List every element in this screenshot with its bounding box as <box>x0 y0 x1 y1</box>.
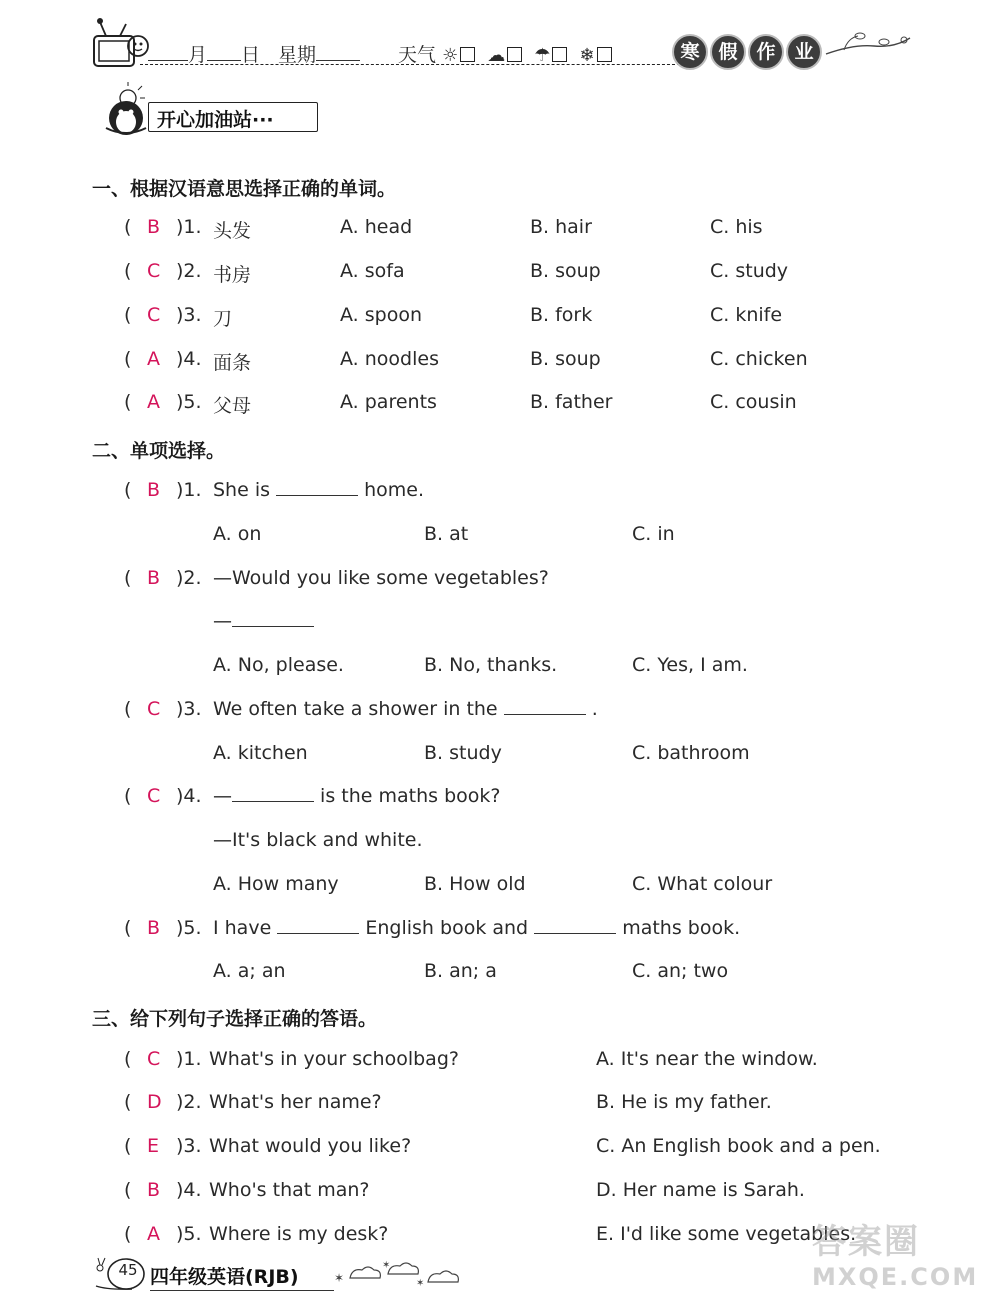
book-label-box <box>150 1262 330 1288</box>
answer-blank[interactable] <box>276 481 358 496</box>
question-text: English book and <box>365 917 529 939</box>
weather-field <box>398 40 612 67</box>
series-badge: 寒 <box>672 34 708 70</box>
answer-mark: E <box>147 1135 160 1157</box>
cloud-stars-decoration <box>332 1256 462 1290</box>
question-text: maths book. <box>622 917 741 939</box>
question-number: )5. <box>176 1223 202 1245</box>
answer-blank[interactable] <box>232 612 314 627</box>
section-3-title: 三、给下列句子选择正确的答语。 <box>92 1008 378 1030</box>
question-text: She is <box>213 479 271 501</box>
option-c: C. in <box>632 523 675 545</box>
rainy-icon: ☂ <box>534 45 551 66</box>
question-number: )4. <box>176 785 202 807</box>
option-c: C. chicken <box>710 348 808 370</box>
answer-mark: B <box>147 917 161 939</box>
option-b: B. an; a <box>424 960 497 982</box>
question-text: Who's that man? <box>209 1179 370 1201</box>
answer-blank[interactable] <box>232 787 314 802</box>
question-prompt: 面条 <box>213 352 252 374</box>
answer-mark: C <box>147 785 161 807</box>
response-option: C. An English book and a pen. <box>596 1135 881 1157</box>
answer-mark: C <box>147 1048 161 1070</box>
sunny-checkbox[interactable] <box>460 47 475 62</box>
banner-box <box>148 102 318 132</box>
date-fields <box>148 40 360 67</box>
footer-underline <box>150 1290 334 1291</box>
question-text: —Would you like some vegetables? <box>213 567 549 589</box>
answer-mark: B <box>147 216 161 238</box>
option-c: C. cousin <box>710 391 797 413</box>
option-a: A. sofa <box>340 260 405 282</box>
watermark <box>812 1214 992 1298</box>
question-number: )3. <box>176 1135 202 1157</box>
question-text: . <box>591 698 598 720</box>
question-text: What's in your schoolbag? <box>209 1048 459 1070</box>
option-c: C. knife <box>710 304 783 326</box>
question-prompt: 书房 <box>213 264 252 286</box>
question-number: )2. <box>176 260 202 282</box>
question-text: is the maths book? <box>320 785 501 807</box>
question-prompt: 父母 <box>213 395 252 417</box>
response-option: B. He is my father. <box>596 1091 772 1113</box>
option-a: A. noodles <box>340 348 439 370</box>
option-b: B. How old <box>424 873 526 895</box>
svg-text:✶: ✶ <box>382 1260 391 1271</box>
question-number: )2. <box>176 1091 202 1113</box>
answer-mark: C <box>147 698 161 720</box>
sunny-icon: ☼ <box>442 45 459 66</box>
banner-title: 开心加油站··· <box>157 109 274 131</box>
question-number: )1. <box>176 479 202 501</box>
answer-mark: B <box>147 567 161 589</box>
svg-text:✶: ✶ <box>416 1278 425 1289</box>
weekday-label: 星期 <box>278 44 317 66</box>
question-text: home. <box>364 479 425 501</box>
option-a: A. a; an <box>213 960 286 982</box>
option-c: C. his <box>710 216 763 238</box>
watermark-text: 答案圈 MXQE.COM <box>812 1222 979 1291</box>
question-number: )3. <box>176 304 202 326</box>
option-b: B. father <box>530 391 613 413</box>
answer-mark: B <box>147 1179 161 1201</box>
question-number: )1. <box>176 1048 202 1070</box>
option-a: A. No, please. <box>213 654 344 676</box>
section-1-title: 一、根据汉语意思选择正确的单词。 <box>92 178 397 200</box>
answer-blank[interactable] <box>277 919 359 934</box>
series-badge: 假 <box>710 34 746 70</box>
option-c: C. bathroom <box>632 742 750 764</box>
response-option: E. I'd like some vegetables. <box>596 1223 857 1245</box>
option-c: C. Yes, I am. <box>632 654 748 676</box>
option-b: B. study <box>424 742 502 764</box>
response-option: A. It's near the window. <box>596 1048 818 1070</box>
dash: — <box>213 610 232 632</box>
question-number: )1. <box>176 216 202 238</box>
page-number: 45 <box>118 1261 138 1279</box>
option-a: A. kitchen <box>213 742 308 764</box>
answer-mark: A <box>147 348 160 370</box>
answer-mark: C <box>147 304 161 326</box>
dash: — <box>213 785 232 807</box>
question-response: —It's black and white. <box>213 829 423 851</box>
section-2-title: 二、单项选择。 <box>92 440 226 462</box>
option-a: A. on <box>213 523 262 545</box>
option-a: A. head <box>340 216 413 238</box>
answer-mark: B <box>147 479 161 501</box>
question-text: We often take a shower in the <box>213 698 498 720</box>
snowy-icon: ❄ <box>579 45 595 66</box>
flower-branch-decoration <box>824 24 914 64</box>
snowy-checkbox[interactable] <box>597 47 612 62</box>
weather-label: 天气 <box>398 44 437 66</box>
question-number: )5. <box>176 391 202 413</box>
question-prompt: 刀 <box>213 308 233 330</box>
cloudy-icon: ☁ <box>487 45 506 66</box>
answer-blank[interactable] <box>504 700 586 715</box>
month-label: 月 <box>188 44 208 66</box>
question-number: )2. <box>176 567 202 589</box>
answer-mark: C <box>147 260 161 282</box>
question-text: What's her name? <box>209 1091 382 1113</box>
option-b: B. fork <box>530 304 593 326</box>
rainy-checkbox[interactable] <box>552 47 567 62</box>
response-option: D. Her name is Sarah. <box>596 1179 805 1201</box>
option-a: A. How many <box>213 873 339 895</box>
question-number: )4. <box>176 1179 202 1201</box>
option-a: A. parents <box>340 391 437 413</box>
answer-mark: D <box>147 1091 162 1113</box>
option-c: C. What colour <box>632 873 773 895</box>
question-text: What would you like? <box>209 1135 412 1157</box>
book-label: 四年级英语(RJB) <box>150 1266 299 1288</box>
answer-mark: A <box>147 1223 160 1245</box>
question-prompt: 头发 <box>213 220 252 242</box>
answer-mark: A <box>147 391 160 413</box>
question-number: )4. <box>176 348 202 370</box>
answer-blank[interactable] <box>534 919 616 934</box>
series-badge: 业 <box>786 34 822 70</box>
option-c: C. an; two <box>632 960 729 982</box>
cloudy-checkbox[interactable] <box>507 47 522 62</box>
option-b: B. soup <box>530 348 601 370</box>
question-text: Where is my desk? <box>209 1223 389 1245</box>
question-number: )5. <box>176 917 202 939</box>
option-c: C. study <box>710 260 789 282</box>
option-b: B. No, thanks. <box>424 654 558 676</box>
day-label: 日 <box>241 44 261 66</box>
option-b: B. hair <box>530 216 592 238</box>
series-badge: 作 <box>748 34 784 70</box>
svg-text:✶: ✶ <box>334 1271 345 1285</box>
option-a: A. spoon <box>340 304 422 326</box>
question-text: I have <box>213 917 272 939</box>
option-b: B. at <box>424 523 469 545</box>
option-b: B. soup <box>530 260 601 282</box>
question-number: )3. <box>176 698 202 720</box>
